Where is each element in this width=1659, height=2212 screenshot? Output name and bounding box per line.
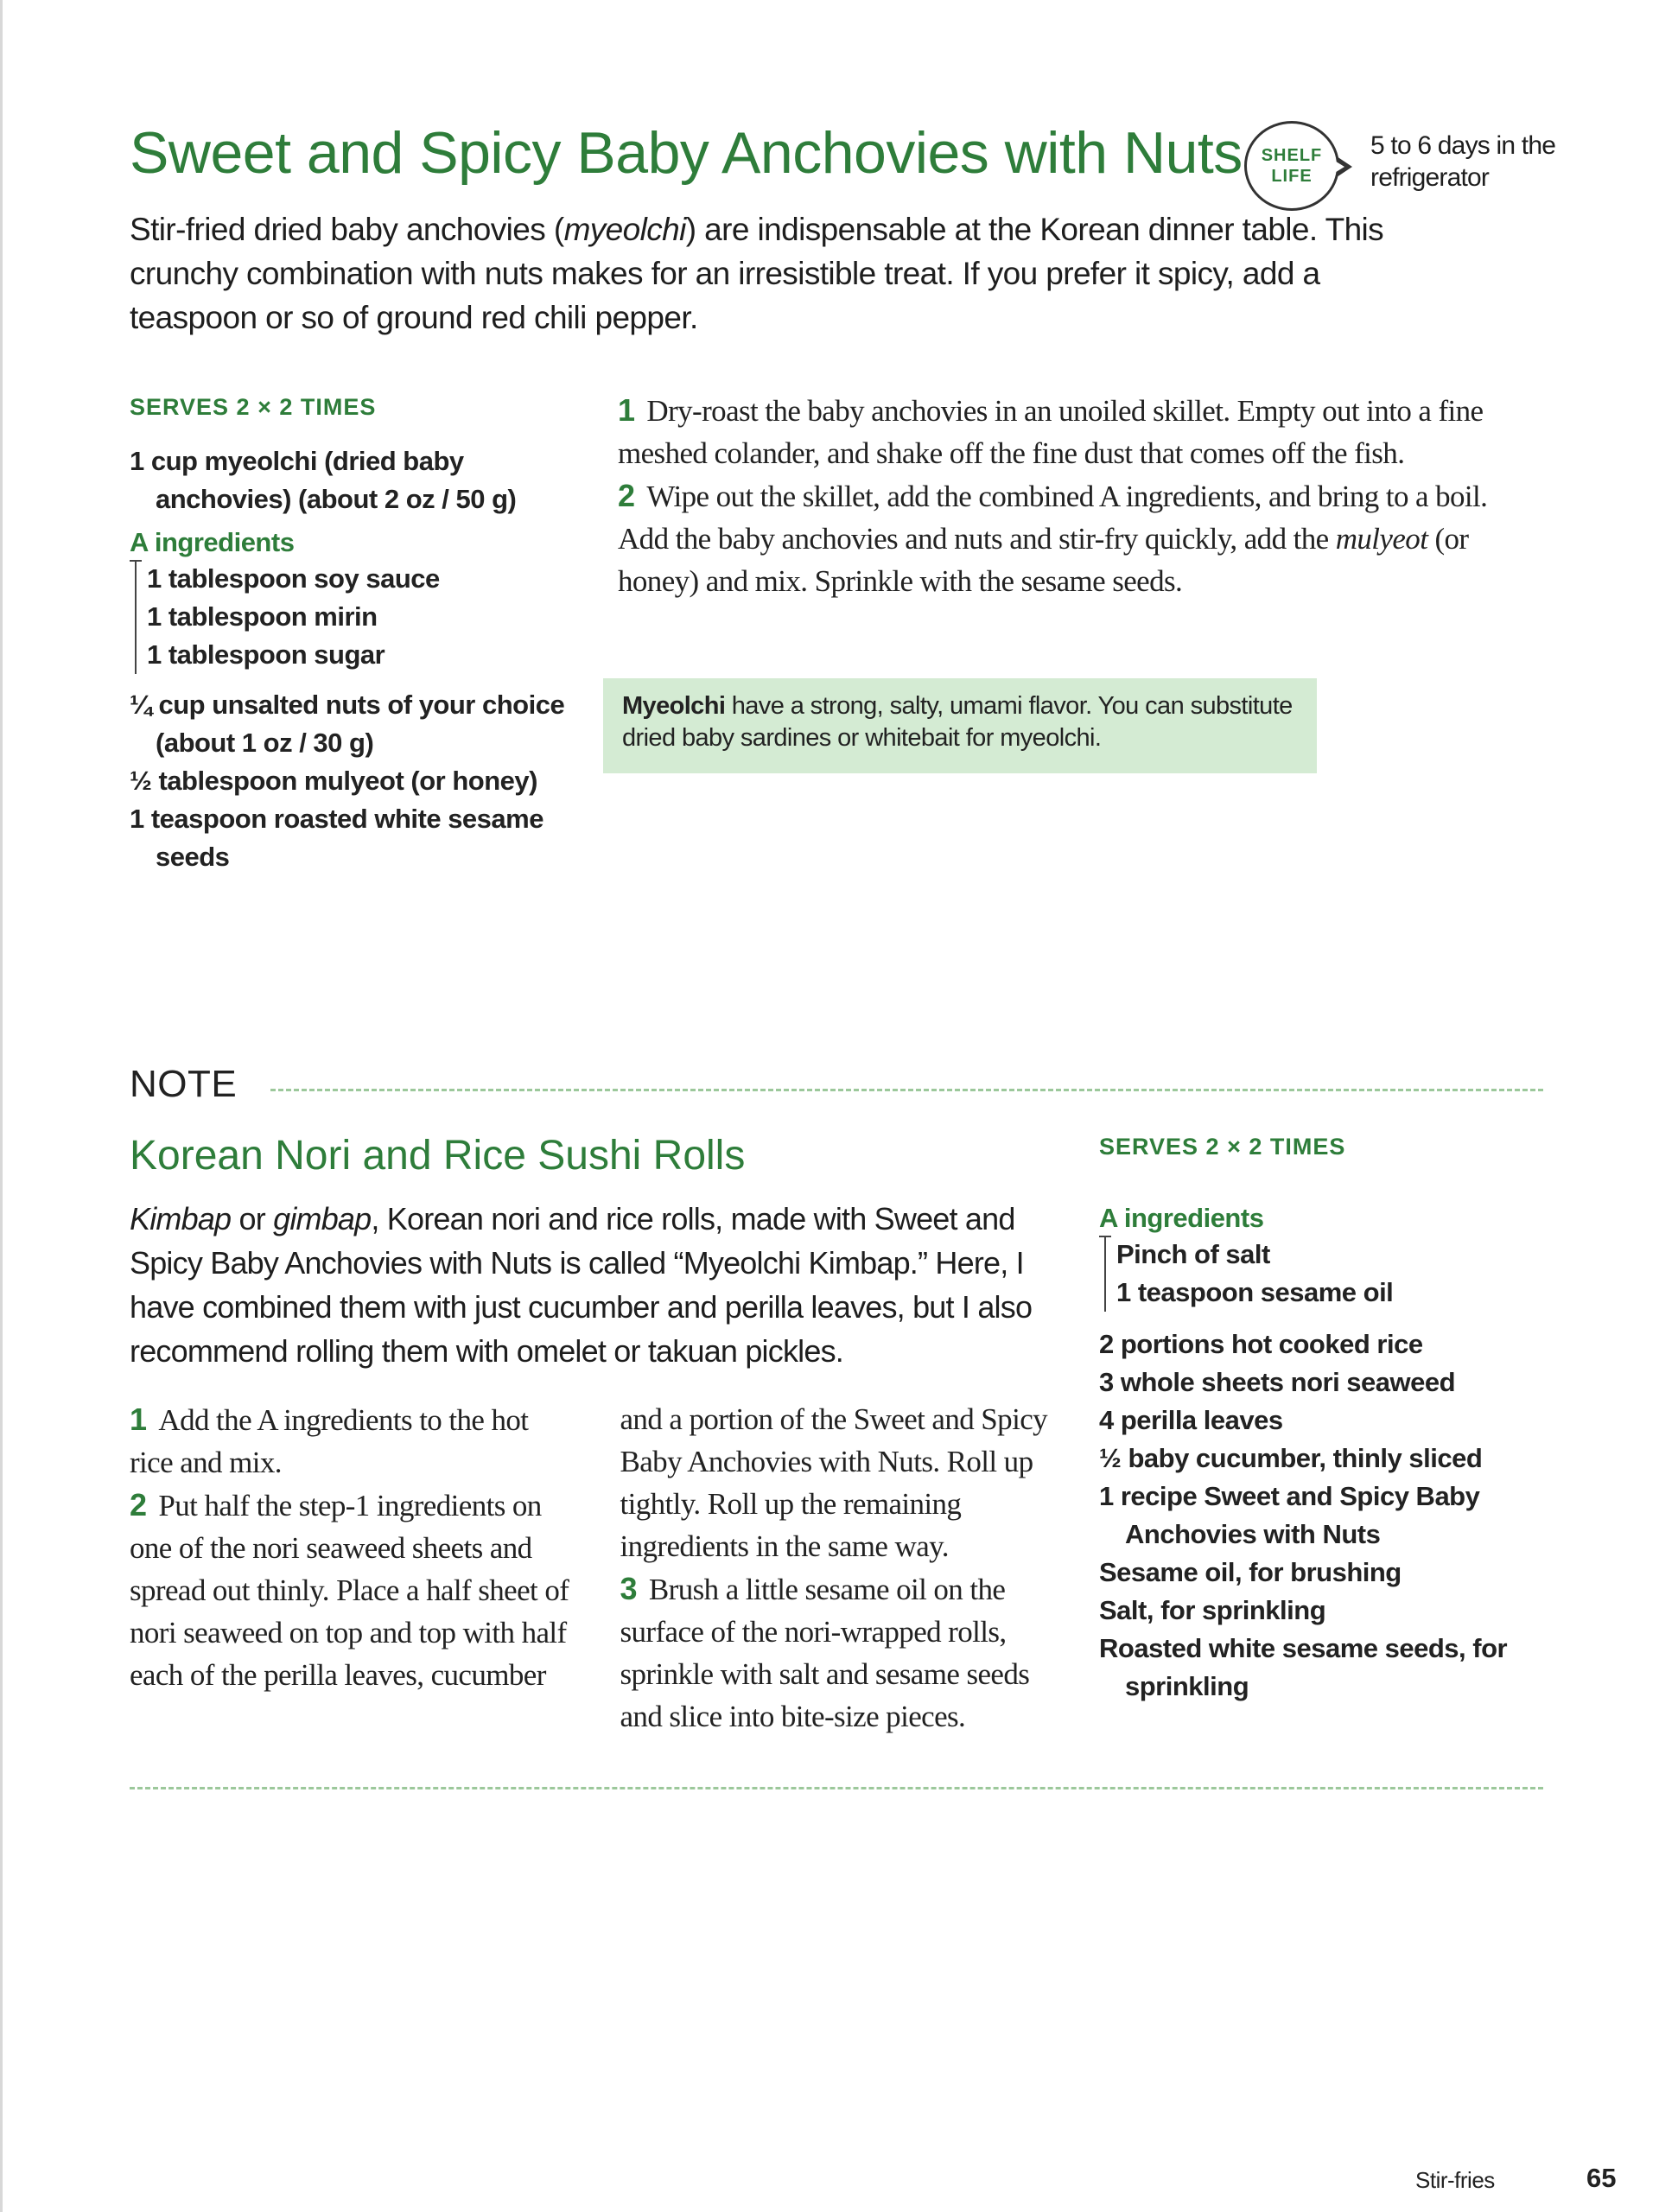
step-number: 3 [620, 1571, 637, 1606]
intro-text-rest: , Korean nori and rice rolls, made with Sweet and Spicy Baby Anchovies with Nuts is called “Myeolchi Kimbap.” Here, I have combined them with just cucumber and perilla leaves, but I also recommend rolling them with omelet or takuan pickles. [130, 1201, 1033, 1369]
step-text: Add the A ingredients to the hot rice and mix. [130, 1403, 529, 1479]
a-ingredient-item: 1 tablespoon mirin [147, 601, 378, 632]
intro-text: or [231, 1201, 274, 1236]
method-steps [618, 389, 1529, 602]
step-1 [618, 389, 1529, 474]
step-number: 1 [130, 1402, 147, 1437]
ingredient-item: 1 recipe Sweet and Spicy Baby Anchovies with Nuts [1099, 1481, 1480, 1549]
step-text-rest: (or honey) and mix. Sprinkle with the sesame seeds. [618, 522, 1469, 598]
a-ingredients-group [1104, 1236, 1548, 1312]
a-ingredients-label: A ingredients [1099, 1203, 1264, 1233]
intro-italic: Kimbap [130, 1201, 232, 1236]
recipe-intro [130, 207, 1452, 340]
shelf-life-badge [1244, 121, 1339, 211]
note-serves-label: SERVES 2 × 2 TIMES [1099, 1134, 1346, 1160]
ingredient-item: Roasted white sesame seeds, for sprinkling [1099, 1633, 1508, 1701]
intro-italic: gimbap [273, 1201, 372, 1236]
note-intro [130, 1197, 1063, 1373]
a-ingredients-label: A ingredients [130, 527, 295, 557]
a-ingredient-item: 1 teaspoon sesame oil [1116, 1277, 1394, 1307]
footer-section: Stir-fries [1415, 2167, 1495, 2193]
a-ingredient-item: 1 tablespoon soy sauce [147, 563, 440, 594]
ingredient-item: ¼ cup unsalted nuts of your choice (about 1 oz / 30 g) [130, 690, 565, 758]
note-step-1 [130, 1398, 573, 1484]
ingredient-item: 1 cup myeolchi (dried baby anchovies) (about 2 oz / 50 g) [130, 446, 517, 514]
ingredient-item: Salt, for sprinkling [1099, 1595, 1326, 1625]
a-ingredients-group [135, 560, 579, 674]
ingredients-list [130, 442, 579, 876]
shelf-life-text: 5 to 6 days in the refrigerator [1370, 131, 1556, 192]
ingredient-item: ½ baby cucumber, thinly sliced [1099, 1443, 1483, 1473]
step-italic: mulyeot [1335, 522, 1428, 556]
step-text: Brush a little sesame oil on the surface of the nori-wrapped rolls, sprinkle with salt and sesame seeds and slice into bite-size pieces. [620, 1573, 1030, 1733]
intro-italic: myeolchi [563, 212, 686, 247]
step-text: Dry-roast the baby anchovies in an unoiled skillet. Empty out into a fine meshed colander, and shake off the fine dust that comes off the fish. [618, 394, 1484, 470]
shelf-life-badge-line2: LIFE [1271, 167, 1313, 186]
page-number: 65 [1586, 2163, 1617, 2193]
ingredient-item: 3 whole sheets nori seaweed [1099, 1367, 1456, 1397]
note-ingredients-list [1099, 1201, 1548, 1706]
intro-text-rest: ) are indispensable at the Korean dinner table. This crunchy combination with nuts makes for an irresistible treat. If you prefer it spicy, add a teaspoon or so of ground red chili pepper. [130, 212, 1384, 335]
note-divider-bottom [130, 1787, 1543, 1789]
note-method-steps [130, 1398, 1063, 1778]
step-2 [618, 474, 1529, 602]
note-label: NOTE [130, 1063, 238, 1105]
step-number: 2 [130, 1487, 147, 1522]
recipe-title: Sweet and Spicy Baby Anchovies with Nuts [130, 120, 1243, 186]
ingredient-item: 4 perilla leaves [1099, 1405, 1283, 1435]
step-text: Wipe out the skillet, add the combined A ingredients, and bring to a boil. Add the baby anchovies and nuts and stir-fry quickly, add the [618, 480, 1488, 556]
ingredient-item: ½ tablespoon mulyeot (or honey) [130, 766, 537, 796]
note-title: Korean Nori and Rice Sushi Rolls [130, 1133, 746, 1179]
note-divider-top [270, 1089, 1543, 1091]
ingredient-item: 2 portions hot cooked rice [1099, 1329, 1423, 1359]
shelf-life-badge-line1: SHELF [1261, 146, 1323, 165]
tip-text: have a strong, salty, umami flavor. You can substitute dried baby sardines or whitebait for myeolchi. [622, 692, 1293, 752]
tip-box [603, 678, 1317, 773]
step-text: Put half the step-1 ingredients on one of the nori seaweed sheets and spread out thinly. Place a half sheet of nori seaweed on top and top with half each of the perilla leaves, cucumber and a portion of the Sweet and Spicy Baby Anchovies with Nuts. Roll up tightly. Roll up the remaining ingredients in the same way. [130, 1402, 1048, 1692]
ingredient-item: Sesame oil, for brushing [1099, 1557, 1402, 1587]
step-number: 1 [618, 392, 635, 428]
note-step-3 [620, 1567, 1064, 1738]
ingredient-item: 1 teaspoon roasted white sesame seeds [130, 804, 543, 872]
serves-label: SERVES 2 × 2 TIMES [130, 394, 377, 420]
page-edge [0, 0, 3, 2212]
tip-bold: Myeolchi [622, 692, 726, 720]
a-ingredient-item: 1 tablespoon sugar [147, 639, 385, 670]
intro-text: Stir-fried dried baby anchovies ( [130, 212, 564, 247]
step-number: 2 [618, 478, 635, 513]
a-ingredient-item: Pinch of salt [1116, 1239, 1270, 1269]
